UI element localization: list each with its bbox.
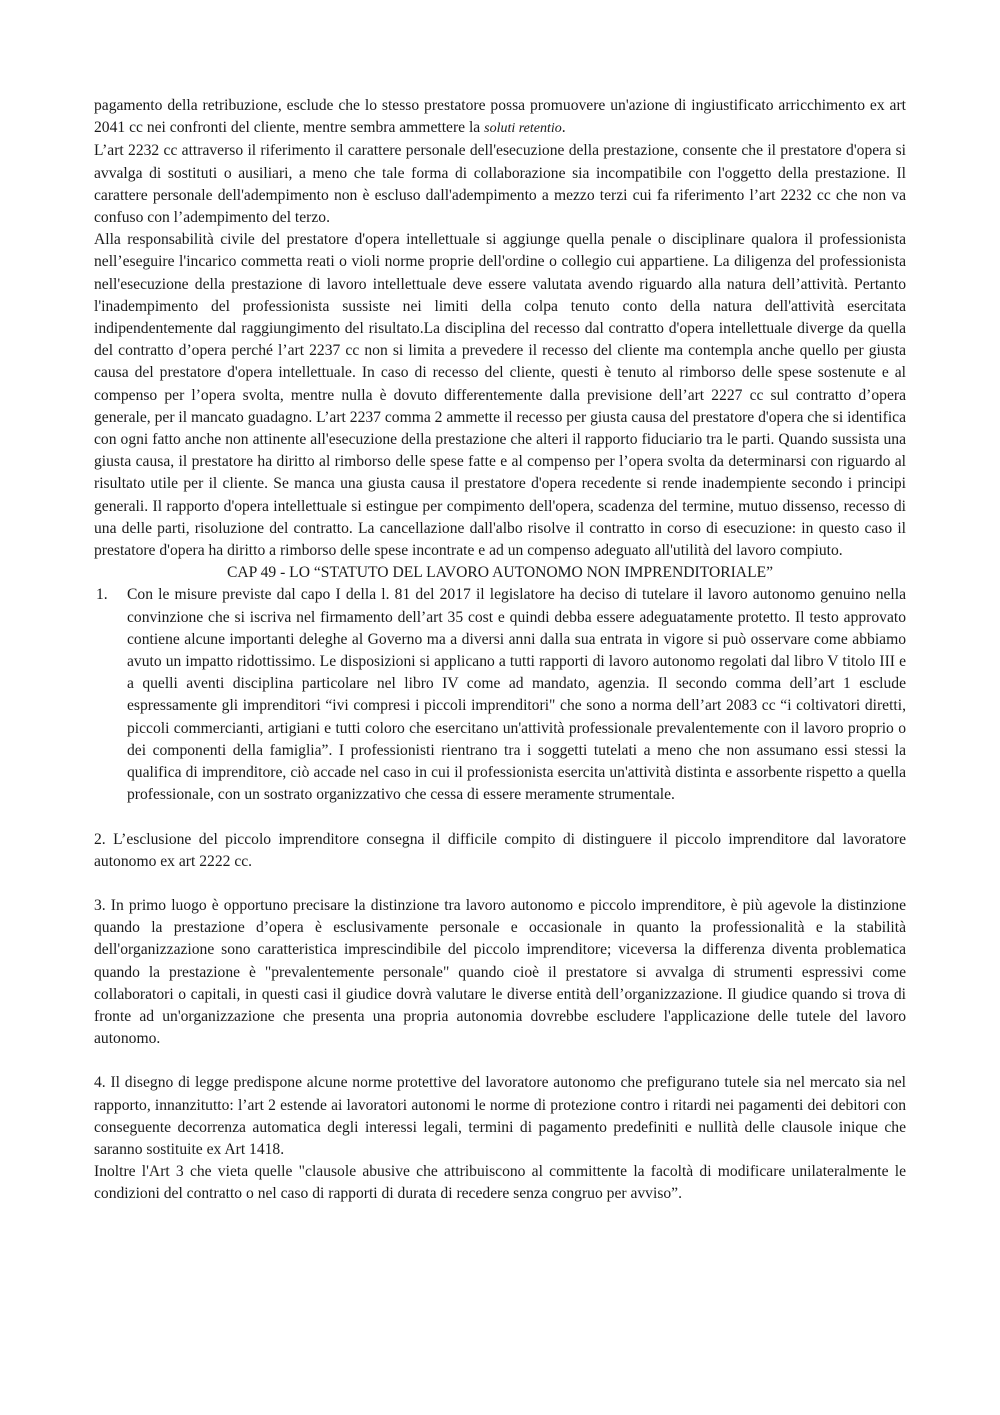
list-item-text: Con le misure previste dal capo I della l. 81 del 2017 il legislatore ha deciso di tutelare il lavoro autonomo genuino nella convinzione che si iscriva nel firmamento dell’art 35 cost e quindi debba essere adeguatamente protetto. Il testo approvato contiene alcune importanti deleghe al Governo ma a diversi anni dalla sua entrata in vigore si può osservare come abbiamo avuto un impatto ridottissimo. Le disposizioni si applicano a tutti rapporti di lavoro autonomo regolati dal libro V titolo III e a quelli aventi disciplina particolare nel libro IV come ad mandato, agenzia. Il secondo comma dell’art 1 esclude espressamente gli imprenditori “ivi compresi i piccoli imprenditori" che sono a norma dell’art 2083 cc “i coltivatori diretti, piccoli commercianti, artigiani e tutti coloro che esercitano un'attività professionale prevalentemente con il lavoro proprio o dei componenti della famiglia”. I professionisti rientrano tra i soggetti tutelati a meno che non assumano essi stessi la qualifica di imprenditore, ciò accade nel caso in cui il professionista esercita un'attività distinta e assorbente rispetto a quella professionale, con un sostrato organizzativo che cessa di essere meramente strumentale. — [127, 586, 906, 804]
italic-term: soluti retentio — [484, 121, 562, 137]
list-number: 1. — [96, 586, 108, 604]
paragraph-5: Inoltre l'Art 3 che vieta quelle "clausole abusive che attribuiscono al committente la facoltà di modificare unilateralmente le condizioni del contratto o nel caso di rapporti di durata di recedere senza congruo per avviso”. — [94, 1163, 906, 1203]
chapter-heading: CAP 49 - LO “STATUTO DEL LAVORO AUTONOMO NON IMPRENDITORIALE” — [226, 564, 774, 582]
paragraph-retribuzione — [94, 95, 906, 140]
paragraph-text: . — [561, 119, 566, 137]
paragraph-gap — [94, 807, 906, 829]
numbered-list — [94, 584, 906, 806]
paragraph-responsabilita: Alla responsabilità civile del prestatore d'opera intellettuale si aggiunge quella penale o disciplinare qualora il professionista nell’eseguire l'incarico commetta reati o violi norme proprie dell'ordine o collegio cui appartiene. La diligenza del professionista nell'esecuzione della prestazione di lavoro intellettuale deve essere valutata avendo riguardo alla natura dell’attività. Pertanto l'inadempimento del professionista sussiste nei limiti della colpa tenuto conto della natura dell'attività esercitata indipendentemente dal raggiungimento del risultato.La disciplina del recesso dal contratto d'opera intellettuale diverge da quella del contratto d’opera perché l’art 2237 cc non si limita a prevedere il recesso del cliente ma contempla anche quello per giusta causa del prestatore d'opera intellettuale. In caso di recesso del cliente, questi è tenuto al rimborso delle spese sostenute e al compenso per l’opera svolta, mentre nulla è dovuto differentemente dalla previsione dell’art 2227 cc sul contratto d’opera generale, per il mancato guadagno. L’art 2237 comma 2 ammette il recesso per giusta causa del prestatore d'opera che si identifica con ogni fatto anche non attinente all'esecuzione della prestazione che alteri il rapporto fiduciario tra le parti. Quando sussista una giusta causa, il prestatore ha diritto al rimborso delle spese fatte e al compenso per l’opera svolta da determinarsi con riguardo al risultato utile per il cliente. Se manca una giusta causa il prestatore d'opera recedente si rende inadempiente secondo i principi generali. Il rapporto d'opera intellettuale si estingue per compimento dell'opera, scadenza del termine, mutuo dissenso, recesso di una delle parti, risoluzione del contratto. La cancellazione dall'albo risolve il contratto in corso di esecuzione: in questo caso il prestatore d'opera ha diritto a rimborso delle spese incontrate e ad un compenso adeguato all'utilità del lavoro compiuto. — [94, 231, 906, 560]
paragraph-4: 4. Il disegno di legge predispone alcune norme protettive del lavoratore autonomo che prefigurano tutele sia nel mercato sia nel rapporto, innanzitutto: l’art 2 estende ai lavoratori autonomi le norme di protezione contro i ritardi nei pagamenti dei debitori con conseguente decorrenza automatica degli interessi legali, termini di pagamento predefiniti e nullità delle clausole inique che saranno sostituite ex Art 1418. — [94, 1074, 906, 1158]
paragraph-gap — [94, 1050, 906, 1072]
paragraph-text: pagamento della retribuzione, esclude che lo stesso prestatore possa promuovere un'azione di ingiustificato arricchimento ex art 2041 cc nei confronti del cliente, mentre sembra ammettere la — [94, 97, 906, 137]
paragraph-art-2232: L’art 2232 cc attraverso il riferimento il carattere personale dell'esecuzione della prestazione, consente che il prestatore d'opera si avvalga di sostituti o ausiliari, a meno che tale forma di collaborazione sia incompatibile con l'oggetto della prestazione. Il carattere personale dell'adempimento non è escluso dall'adempimento a mezzo terzi cui fa riferimento l’art 2232 cc che non va confuso con l’adempimento del terzo. — [94, 142, 906, 227]
list-item — [94, 584, 906, 806]
paragraph-3: 3. In primo luogo è opportuno precisare la distinzione tra lavoro autonomo e piccolo imprenditore, è più agevole la distinzione quando la prestazione d’opera è esclusivamente personale e occasionale in quanto la professionalità e la stabilità dell'organizzazione sono caratteristica imprescindibile del piccolo imprenditore; viceversa la differenza diventa problematica quando la prestazione è "prevalentemente personale" quando cioè il prestatore si avvalga di strumenti espressivi come collaboratori o capitali, in questi casi il giudice dovrà valutare le diverse entità dell’organizzazione. Il giudice quando si trova di fronte ad un'organizzazione che presenta una propria autonomia dovrebbe escludere l'applicazione delle tutele del lavoro autonomo. — [94, 896, 906, 1048]
paragraph-2: 2. L’esclusione del piccolo imprenditore consegna il difficile compito di distinguere il piccolo imprenditore dal lavoratore autonomo ex art 2222 cc. — [94, 830, 906, 870]
paragraph-gap — [94, 873, 906, 895]
